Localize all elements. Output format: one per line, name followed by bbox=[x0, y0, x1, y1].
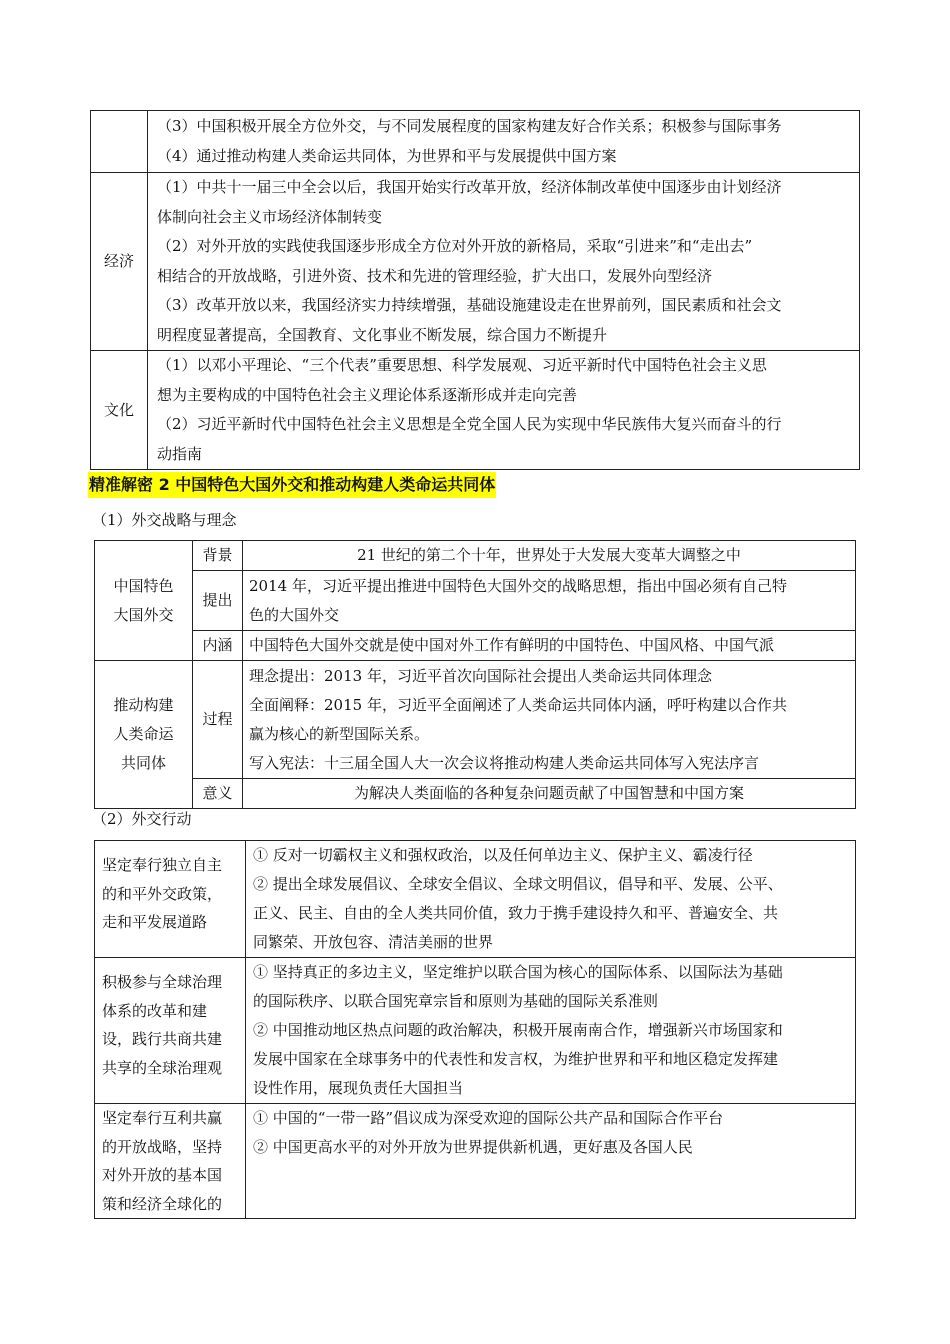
text-line: 写入宪法：十三届全国人大一次会议将推动构建人类命运共同体写入宪法序言 bbox=[249, 753, 760, 772]
table-row bbox=[95, 1104, 856, 1219]
text-line: ② 中国推动地区热点问题的政治解决，积极开展南南合作，增强新兴市场国家和 bbox=[253, 1021, 783, 1039]
key-cell: 提出 bbox=[193, 571, 243, 631]
text-line: 体系的改革和建 bbox=[102, 1001, 208, 1020]
text-line: 策和经济全球化的 bbox=[102, 1194, 223, 1213]
text-line: 2014 年，习近平提出推进中国特色大国外交的战略思想，指出中国必须有自己特 bbox=[249, 576, 787, 595]
value-cell: 为解决人类面临的各种复杂问题贡献了中国智慧和中国方案 bbox=[243, 779, 856, 809]
text-line: 对外开放的基本国 bbox=[102, 1166, 223, 1184]
text-line: 体制向社会主义市场经济体制转变 bbox=[157, 207, 383, 226]
text-line: ① 反对一切霸权主义和强权政治，以及任何单边主义、保护主义、霸凌行径 bbox=[253, 846, 753, 864]
text-line: 全面阐释：2015 年，习近平全面阐述了人类命运共同体内涵，呼吁构建以合作共 bbox=[249, 695, 787, 714]
text-line: ① 中国的“一带一路”倡议成为深受欢迎的国际公共产品和国际合作平台 bbox=[253, 1109, 724, 1127]
section-heading: 精准解密 2 中国特色大国外交和推动构建人类命运共同体 bbox=[88, 472, 496, 498]
key-cell: 意义 bbox=[193, 779, 243, 809]
text-line: 动指南 bbox=[157, 444, 203, 463]
table-row bbox=[95, 631, 856, 661]
content-cell bbox=[148, 111, 860, 173]
table-row bbox=[95, 541, 856, 571]
group-label-cell bbox=[95, 661, 193, 809]
text-line: 共享的全球治理观 bbox=[102, 1058, 223, 1077]
value-cell: 21 世纪的第二个十年，世界处于大发展大变革大调整之中 bbox=[243, 541, 856, 571]
table-row bbox=[95, 779, 856, 809]
key-cell: 背景 bbox=[193, 541, 243, 571]
subheading-strategy: （1）外交战略与理念 bbox=[92, 511, 237, 529]
text-line: 走和平发展道路 bbox=[102, 913, 208, 931]
text-line: 大国外交 bbox=[113, 605, 174, 624]
text-line: （1）以邓小平理论、“三个代表”重要思想、科学发展观、习近平新时代中国特色社会主义思 bbox=[157, 356, 767, 374]
text-line: 想为主要构成的中国特色社会主义理论体系逐渐形成并走向完善 bbox=[157, 385, 578, 404]
text-line: ② 中国更高水平的对外开放为世界提供新机遇，更好惠及各国人民 bbox=[253, 1138, 693, 1156]
value-cell: 中国特色大国外交就是使中国对外工作有鲜明的中国特色、中国风格、中国气派 bbox=[243, 631, 856, 661]
text-line: 的国际秩序、以联合国宪章宗旨和原则为基础的国际关系准则 bbox=[253, 992, 659, 1010]
label-cell bbox=[95, 1104, 246, 1219]
table-row bbox=[91, 351, 860, 470]
content-cell bbox=[246, 958, 856, 1104]
table-row bbox=[95, 661, 856, 779]
group-label-cell bbox=[95, 541, 193, 661]
content-cell bbox=[246, 1104, 856, 1219]
text-line: 推动构建 bbox=[113, 696, 174, 714]
value-cell bbox=[243, 661, 856, 779]
label-cell bbox=[95, 841, 246, 958]
text-line: （2）习近平新时代中国特色社会主义思想是全党全国人民为实现中华民族伟大复兴而奋斗的行 bbox=[157, 415, 782, 433]
diplomacy-actions-table bbox=[94, 840, 856, 1219]
text-line: 发展中国家在全球事务中的代表性和发言权，为维护世界和平和地区稳定发挥建 bbox=[253, 1050, 779, 1068]
text-line: 人类命运 bbox=[113, 725, 174, 743]
subheading-actions: （2）外交行动 bbox=[92, 810, 192, 828]
category-cell bbox=[91, 111, 148, 173]
text-line: （3）改革开放以来，我国经济实力持续增强，基础设施建设走在世界前列，国民素质和社会文 bbox=[157, 296, 782, 314]
content-cell bbox=[148, 173, 860, 351]
text-line: （4）通过推动构建人类命运共同体，为世界和平与发展提供中国方案 bbox=[157, 146, 617, 165]
text-line: 相结合的开放战略，引进外资、技术和先进的管理经验，扩大出口，发展外向型经济 bbox=[157, 266, 713, 285]
text-line: （2）对外开放的实践使我国逐步形成全方位对外开放的新格局，采取“引进来”和“走出去” bbox=[157, 237, 753, 255]
text-line: 赢为核心的新型国际关系。 bbox=[249, 724, 430, 743]
table-row bbox=[95, 841, 856, 958]
text-line: 共同体 bbox=[120, 754, 166, 772]
text-line: ② 提出全球发展倡议、全球安全倡议、全球文明倡议，倡导和平、发展、公平、 bbox=[253, 875, 783, 893]
text-line: 色的大国外交 bbox=[249, 605, 340, 624]
text-line: 明程度显著提高，全国教育、文化事业不断发展，综合国力不断提升 bbox=[157, 325, 608, 344]
text-line: ① 坚持真正的多边主义，坚定维护以联合国为核心的国际体系、以国际法为基础 bbox=[253, 963, 783, 981]
category-cell: 文化 bbox=[91, 351, 148, 470]
table-row bbox=[95, 571, 856, 631]
text-line: 正义、民主、自由的全人类共同价值，致力于携手建设持久和平、普遍安全、共 bbox=[253, 904, 779, 922]
content-cell bbox=[148, 351, 860, 470]
text-line: 坚定奉行互利共赢 bbox=[102, 1109, 223, 1127]
table-row bbox=[91, 111, 860, 173]
value-cell bbox=[243, 571, 856, 631]
text-line: 理念提出：2013 年，习近平首次向国际社会提出人类命运共同体理念 bbox=[249, 666, 712, 685]
text-line: 中国特色 bbox=[113, 576, 174, 595]
key-cell: 内涵 bbox=[193, 631, 243, 661]
key-cell: 过程 bbox=[193, 661, 243, 779]
text-line: 设，践行共商共建 bbox=[102, 1030, 223, 1048]
category-cell: 经济 bbox=[91, 173, 148, 351]
text-line: 的开放战略，坚持 bbox=[102, 1137, 223, 1156]
diplomacy-strategy-table bbox=[94, 540, 856, 809]
text-line: （3）中国积极开展全方位外交，与不同发展程度的国家构建友好合作关系；积极参与国际事务 bbox=[157, 117, 782, 135]
content-cell bbox=[246, 841, 856, 958]
text-line: 坚定奉行独立自主 bbox=[102, 856, 223, 874]
label-cell bbox=[95, 958, 246, 1104]
text-line: 设性作用，展现负责任大国担当 bbox=[253, 1079, 464, 1097]
table-row bbox=[95, 958, 856, 1104]
text-line: 同繁荣、开放包容、清洁美丽的世界 bbox=[253, 933, 494, 951]
text-line: 的和平外交政策， bbox=[102, 884, 223, 903]
text-line: （1）中共十一届三中全会以后，我国开始实行改革开放，经济体制改革使中国逐步由计划经济 bbox=[157, 178, 782, 196]
history-achievements-table bbox=[90, 110, 860, 470]
table-row bbox=[91, 173, 860, 351]
text-line: 积极参与全球治理 bbox=[102, 973, 223, 991]
